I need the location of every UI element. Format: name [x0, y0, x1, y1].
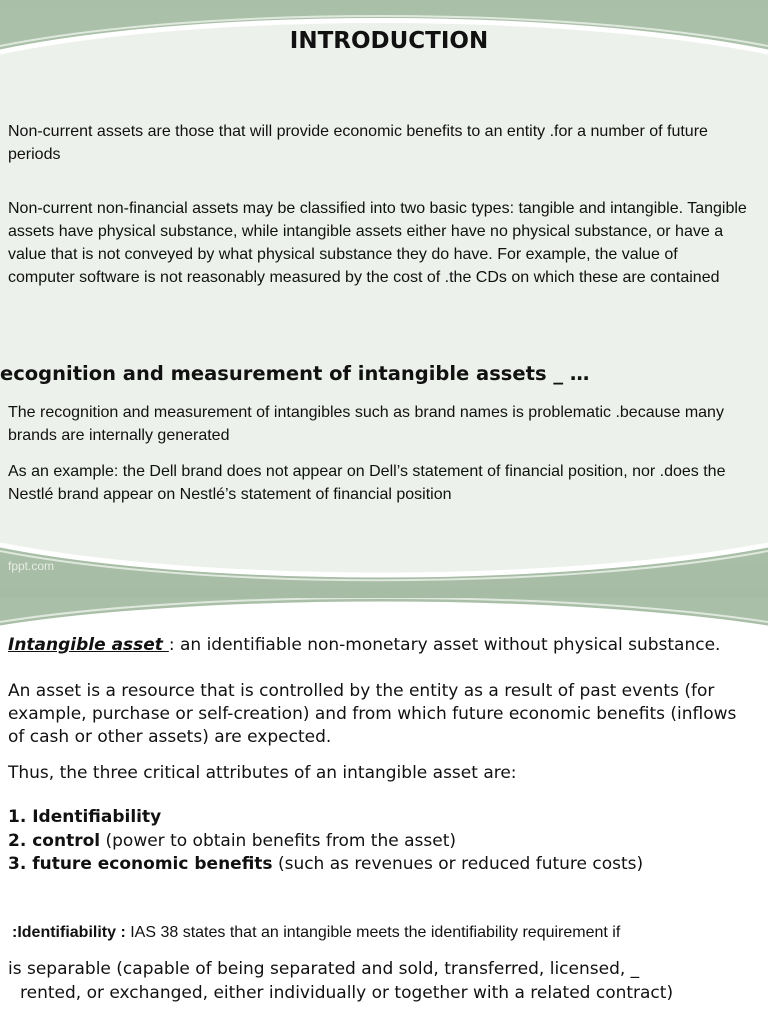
separable-line-2: rented, or exchanged, either individually or together with a related contract) — [20, 982, 674, 1003]
identifiability-label: :Identifiability : — [12, 924, 126, 941]
paragraph-brand-example: As an example: the Dell brand does not appear on Dell’s statement of financial position, nor .does the Nestlé brand appear on Nestlé’s statement of financial position — [8, 463, 726, 503]
identifiability-text: IAS 38 states that an intangible meets the identifiability requirement if — [125, 924, 621, 941]
list-item: 2. control (power to obtain benefits from the asset) — [8, 830, 456, 851]
definition-intangible-asset — [8, 634, 748, 657]
list-item: 1. Identifiability — [8, 807, 162, 827]
paragraph-asset-types: Non-current non-financial assets may be classified into two basic types: tangible and intangible. Tangible assets have physical substance, while intangible assets either have no physical substance, or have a value that is not conveyed by what physical substance they do have. For example, the value of computer software is not reasonably measured by the cost of .the CDs on which these are contained — [8, 200, 747, 286]
slide-intangible-definition — [0, 598, 768, 1024]
slide-title: INTRODUCTION — [289, 28, 489, 54]
section-heading-recognition: ecognition and measurement of intangible assets _ … — [0, 362, 590, 385]
watermark: fppt.com — [8, 559, 55, 573]
definition-text: : an identifiable non-monetary asset without physical substance. — [168, 635, 721, 655]
definition-asset: An asset is a resource that is controlled by the entity as a result of past events (for example, purchase or self-creation) and from which future economic benefits (inflows of cash or other assets) are expected. — [8, 681, 737, 747]
attributes-list — [8, 806, 643, 877]
list-item: 3. future economic benefits (such as revenues or reduced future costs) — [8, 854, 644, 874]
separable-line-1: is separable (capable of being separated and sold, transferred, licensed, _ — [8, 959, 640, 979]
attributes-intro: Thus, the three critical attributes of an intangible asset are: — [8, 763, 517, 783]
separable-criterion — [8, 958, 768, 1005]
paragraph-noncurrent-assets: Non-current assets are those that will provide economic benefits to an entity .for a number of future periods — [8, 123, 708, 163]
term-intangible-asset: Intangible asset — [8, 635, 169, 655]
identifiability-statement — [12, 924, 620, 942]
paragraph-recognition: The recognition and measurement of intangibles such as brand names is problematic .because many brands are internally generated — [8, 404, 724, 444]
